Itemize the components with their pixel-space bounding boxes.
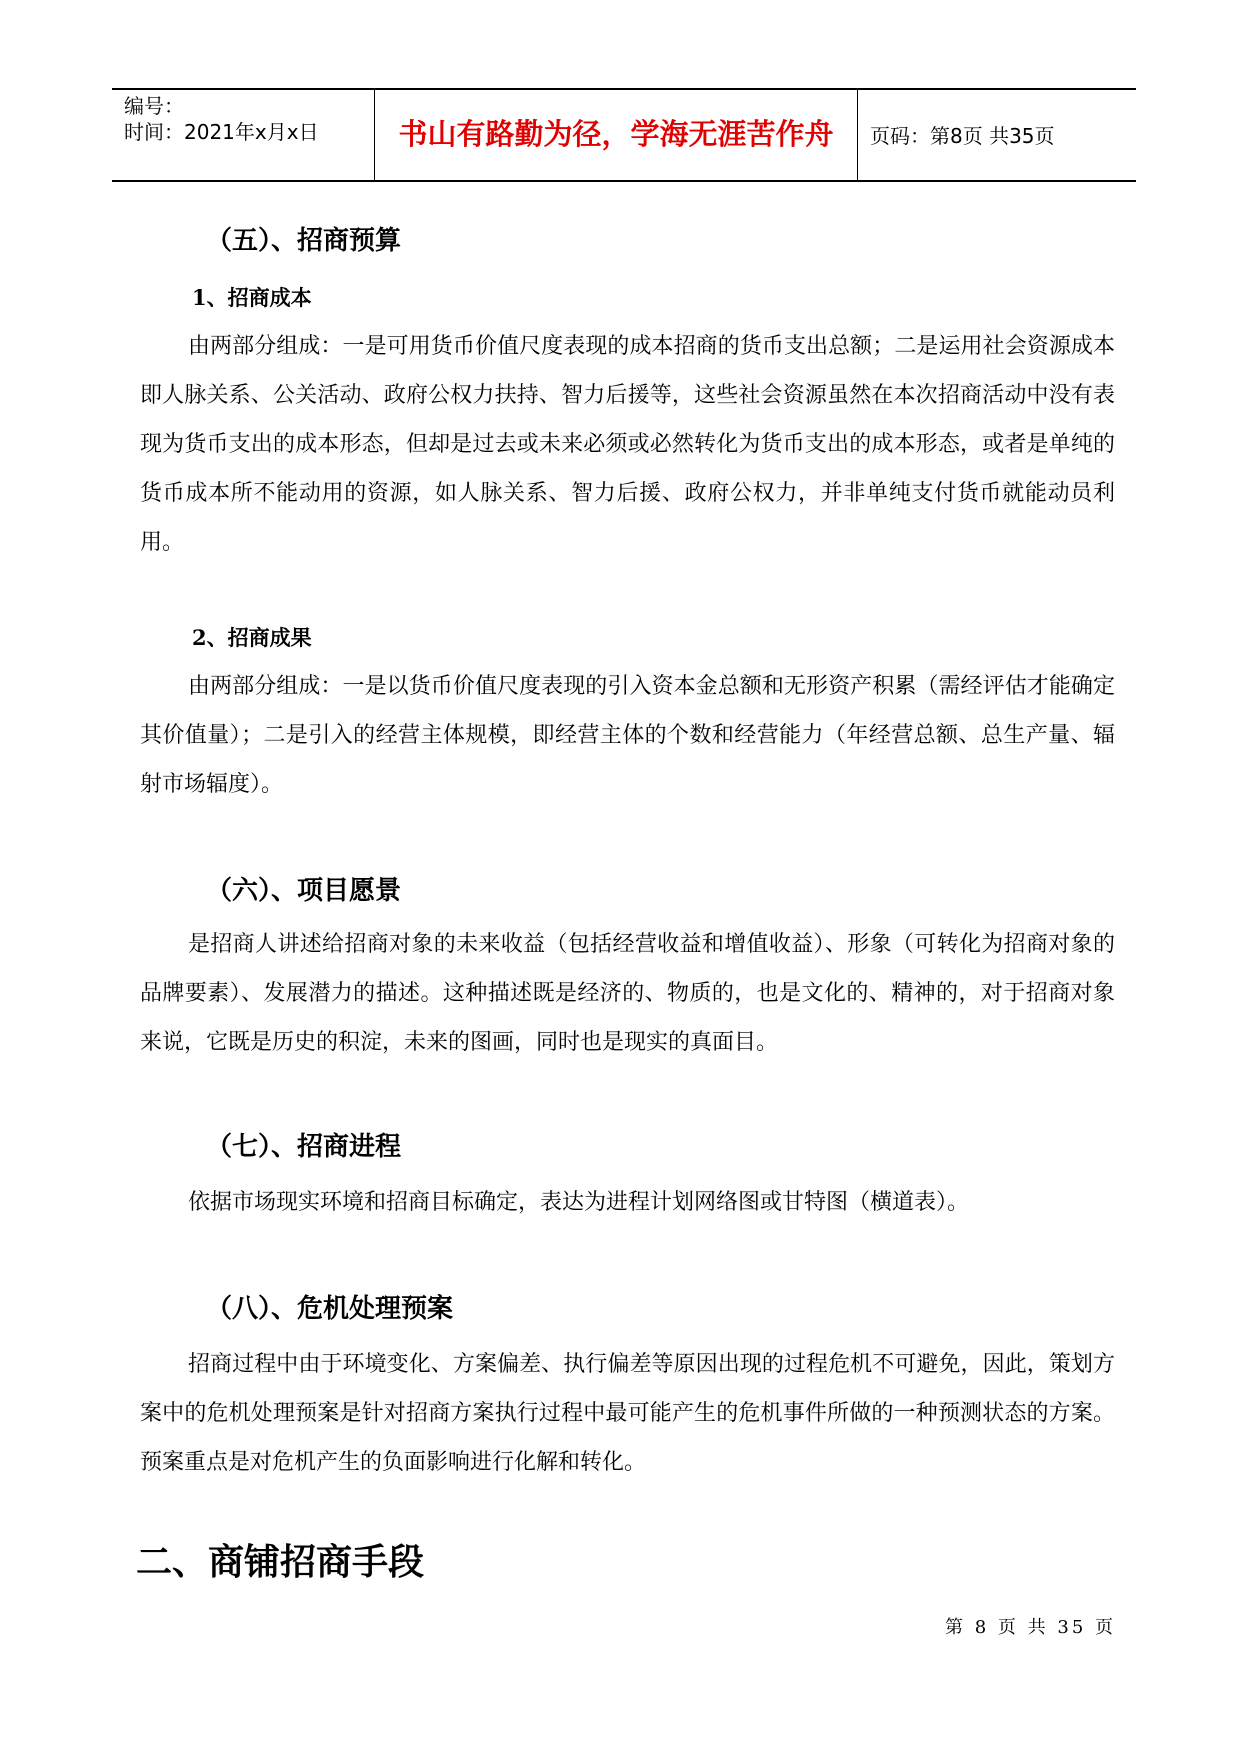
paragraph-vision: 是招商人讲述给招商对象的未来收益（包括经营收益和增值收益）、形象（可转化为招商对象的品牌要素）、发展潜力的描述。这种描述既是经济的、物质的，也是文化的、精神的，对于招商对象来说，它既是历史的积淀，未来的图画，同时也是现实的真面目。 (140, 932, 1115, 1055)
section-heading-progress: （七）、招商进程 (206, 1132, 402, 1162)
document-number-label: 编号： (124, 94, 184, 118)
paragraph-cost: 由两部分组成：一是可用货币价值尺度表现的成本招商的货币支出总额；二是运用社会资源成本即人脉关系、公关活动、政府公权力扶持、智力后援等，这些社会资源虽然在本次招商活动中没有表现为货币支出的成本形态，但却是过去或未来必须或必然转化为货币支出的成本形态，或者是单纯的货币成本所不能动用的资源，如人脉关系、智力后援、政府公权力，并非单纯支付货币就能动员利用。 (140, 334, 1115, 555)
header-motto: 书山有路勤为径，学海无涯苦作舟 (398, 117, 834, 151)
section-heading-crisis: （八）、危机处理预案 (206, 1294, 454, 1324)
header-page-info: 页码：第8页 共35页 (870, 124, 1055, 148)
document-header (112, 88, 1136, 182)
main-heading: 二、商铺招商手段 (136, 1542, 425, 1583)
paragraph-result: 由两部分组成：一是以货币价值尺度表现的引入资本金总额和无形资产积累（需经评估才能确定其价值量）；二是引入的经营主体规模，即经营主体的个数和经营能力（年经营总额、总生产量、辐射市场辐度）。 (140, 674, 1115, 797)
header-page-cell (858, 90, 1136, 180)
document-time-label: 时间：2021年x月x日 (124, 120, 319, 144)
header-meta-cell (112, 90, 374, 180)
paragraph-crisis: 招商过程中由于环境变化、方案偏差、执行偏差等原因出现的过程危机不可避免，因此，策划方案中的危机处理预案是针对招商方案执行过程中最可能产生的危机事件所做的一种预测状态的方案。预案重点是对危机产生的负面影响进行化解和转化。 (140, 1352, 1115, 1475)
header-motto-cell (374, 90, 858, 180)
subheading-cost: 1、招商成本 (192, 285, 312, 310)
paragraph-progress: 依据市场现实环境和招商目标确定，表达为进程计划网络图或甘特图（横道表）。 (188, 1190, 970, 1215)
section-heading-budget: （五）、招商预算 (206, 226, 402, 256)
section-heading-vision: （六）、项目愿景 (206, 876, 402, 906)
subheading-result: 2、招商成果 (192, 625, 312, 650)
page-footer: 第 8 页 共 35 页 (945, 1617, 1116, 1638)
